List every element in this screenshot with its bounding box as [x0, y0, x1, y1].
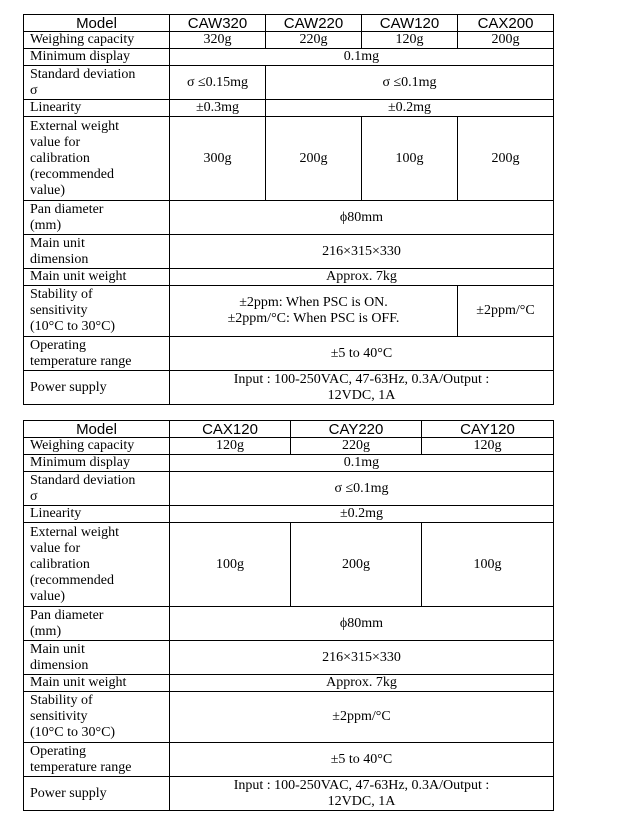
weighing-capacity-value: 120g	[362, 32, 458, 49]
model-cax120: CAX120	[170, 421, 291, 438]
pan-diameter-value: ϕ80mm	[170, 201, 554, 235]
value-line: Input : 100-250VAC, 47-63Hz, 0.3A/Output :	[233, 777, 490, 793]
label-line: σ	[30, 82, 38, 98]
label-line: External weight	[30, 118, 120, 134]
minimum-display-value: 0.1mg	[170, 455, 554, 472]
weighing-capacity-value: 120g	[170, 438, 291, 455]
model-caw320: CAW320	[170, 15, 266, 32]
weighing-capacity-label: Weighing capacity	[24, 438, 170, 455]
standard-deviation-value-caw320: σ ≤0.15mg	[170, 66, 266, 100]
external-weight-value: 100g	[422, 523, 554, 607]
label-line: temperature range	[30, 353, 132, 369]
external-weight-value: 100g	[170, 523, 291, 607]
label-line: (mm)	[30, 623, 62, 639]
linearity-value: ±0.2mg	[170, 506, 554, 523]
main-unit-dimension-value: 216×315×330	[170, 641, 554, 675]
pan-diameter-label	[24, 607, 170, 641]
table-row-stability	[24, 286, 554, 337]
label-line: σ	[30, 488, 38, 504]
operating-temperature-value: ±5 to 40°C	[170, 337, 554, 371]
value-line: 12VDC, 1A	[327, 387, 396, 403]
table-row-standard-deviation	[24, 66, 554, 100]
standard-deviation-label	[24, 66, 170, 100]
table-row-external-weight	[24, 117, 554, 201]
external-weight-label	[24, 117, 170, 201]
table-row-stability	[24, 692, 554, 743]
weighing-capacity-value: 320g	[170, 32, 266, 49]
table-row-operating-temperature	[24, 337, 554, 371]
stability-label	[24, 286, 170, 337]
model-header-label: Model	[24, 421, 170, 438]
main-unit-weight-label: Main unit weight	[24, 269, 170, 286]
external-weight-value: 200g	[291, 523, 422, 607]
label-line: Stability of	[30, 693, 93, 708]
value-line: 12VDC, 1A	[327, 793, 396, 809]
standard-deviation-value: σ ≤0.1mg	[170, 472, 554, 506]
model-cay120: CAY120	[422, 421, 554, 438]
linearity-label: Linearity	[24, 506, 170, 523]
linearity-value-others: ±0.2mg	[266, 100, 554, 117]
minimum-display-label: Minimum display	[24, 455, 170, 472]
external-weight-value: 200g	[266, 117, 362, 201]
linearity-label: Linearity	[24, 100, 170, 117]
weighing-capacity-label: Weighing capacity	[24, 32, 170, 49]
external-weight-value: 300g	[170, 117, 266, 201]
power-supply-value	[170, 777, 554, 811]
label-line: sensitivity	[30, 303, 88, 318]
table-row-weighing-capacity	[24, 32, 554, 49]
label-line: Pan diameter	[30, 607, 104, 623]
pan-diameter-value: ϕ80mm	[170, 607, 554, 641]
label-line: Pan diameter	[30, 201, 104, 217]
standard-deviation-label	[24, 472, 170, 506]
table-row-minimum-display	[24, 455, 554, 472]
main-unit-weight-label: Main unit weight	[24, 675, 170, 692]
external-weight-label	[24, 523, 170, 607]
stability-value-caw	[170, 286, 458, 337]
main-unit-dimension-label	[24, 641, 170, 675]
label-line: Main unit	[30, 235, 85, 251]
model-caw220: CAW220	[266, 15, 362, 32]
minimum-display-label: Minimum display	[24, 49, 170, 66]
label-line: Standard deviation	[30, 66, 136, 82]
table-row-main-unit-weight	[24, 269, 554, 286]
main-unit-weight-value: Approx. 7kg	[170, 269, 554, 286]
label-line: (mm)	[30, 217, 62, 233]
label-line: value for	[30, 134, 81, 150]
spec-table-caw-cax200	[23, 14, 554, 405]
table-row-main-unit-dimension	[24, 641, 554, 675]
table-row-main-unit-weight	[24, 675, 554, 692]
standard-deviation-value-others: σ ≤0.1mg	[266, 66, 554, 100]
main-unit-weight-value: Approx. 7kg	[170, 675, 554, 692]
label-line: value)	[30, 588, 65, 604]
stability-label	[24, 692, 170, 743]
power-supply-value	[170, 371, 554, 405]
stability-value-cax200: ±2ppm/°C	[458, 286, 554, 337]
table-row-standard-deviation	[24, 472, 554, 506]
model-cay220: CAY220	[291, 421, 422, 438]
table-row-model	[24, 421, 554, 438]
label-line: sensitivity	[30, 709, 88, 724]
table-row-power-supply	[24, 371, 554, 405]
linearity-value-caw320: ±0.3mg	[170, 100, 266, 117]
weighing-capacity-value: 220g	[266, 32, 362, 49]
operating-temperature-value: ±5 to 40°C	[170, 743, 554, 777]
weighing-capacity-value: 200g	[458, 32, 554, 49]
value-line: ±2ppm: When PSC is ON.	[239, 295, 388, 310]
label-line: (10°C to 30°C)	[30, 725, 116, 740]
label-line: temperature range	[30, 759, 132, 775]
weighing-capacity-value: 220g	[291, 438, 422, 455]
table-row-pan-diameter	[24, 607, 554, 641]
model-header-label: Model	[24, 15, 170, 32]
value-line: Input : 100-250VAC, 47-63Hz, 0.3A/Output :	[233, 371, 490, 387]
label-line: Stability of	[30, 287, 93, 302]
operating-temperature-label	[24, 337, 170, 371]
external-weight-value: 100g	[362, 117, 458, 201]
power-supply-label: Power supply	[24, 371, 170, 405]
label-line: External weight	[30, 524, 120, 540]
label-line: dimension	[30, 657, 89, 673]
label-line: Standard deviation	[30, 472, 136, 488]
table-row-pan-diameter	[24, 201, 554, 235]
label-line: (recommended	[30, 166, 114, 182]
label-line: value for	[30, 540, 81, 556]
table-row-operating-temperature	[24, 743, 554, 777]
minimum-display-value: 0.1mg	[170, 49, 554, 66]
label-line: calibration	[30, 150, 90, 166]
stability-value: ±2ppm/°C	[170, 692, 554, 743]
label-line: (10°C to 30°C)	[30, 319, 116, 334]
main-unit-dimension-value: 216×315×330	[170, 235, 554, 269]
table-row-model	[24, 15, 554, 32]
main-unit-dimension-label	[24, 235, 170, 269]
model-caw120: CAW120	[362, 15, 458, 32]
model-cax200: CAX200	[458, 15, 554, 32]
label-line: Operating	[30, 337, 86, 353]
operating-temperature-label	[24, 743, 170, 777]
label-line: Operating	[30, 743, 86, 759]
label-line: calibration	[30, 556, 90, 572]
label-line: Main unit	[30, 641, 85, 657]
value-line: ±2ppm/°C: When PSC is OFF.	[227, 311, 400, 326]
power-supply-label: Power supply	[24, 777, 170, 811]
spec-table-cax120-cay	[23, 420, 554, 811]
table-row-linearity	[24, 506, 554, 523]
table-row-main-unit-dimension	[24, 235, 554, 269]
pan-diameter-label	[24, 201, 170, 235]
table-row-weighing-capacity	[24, 438, 554, 455]
weighing-capacity-value: 120g	[422, 438, 554, 455]
external-weight-value: 200g	[458, 117, 554, 201]
label-line: dimension	[30, 251, 89, 267]
table-row-power-supply	[24, 777, 554, 811]
table-row-linearity	[24, 100, 554, 117]
table-row-external-weight	[24, 523, 554, 607]
label-line: (recommended	[30, 572, 114, 588]
table-row-minimum-display	[24, 49, 554, 66]
label-line: value)	[30, 182, 65, 198]
